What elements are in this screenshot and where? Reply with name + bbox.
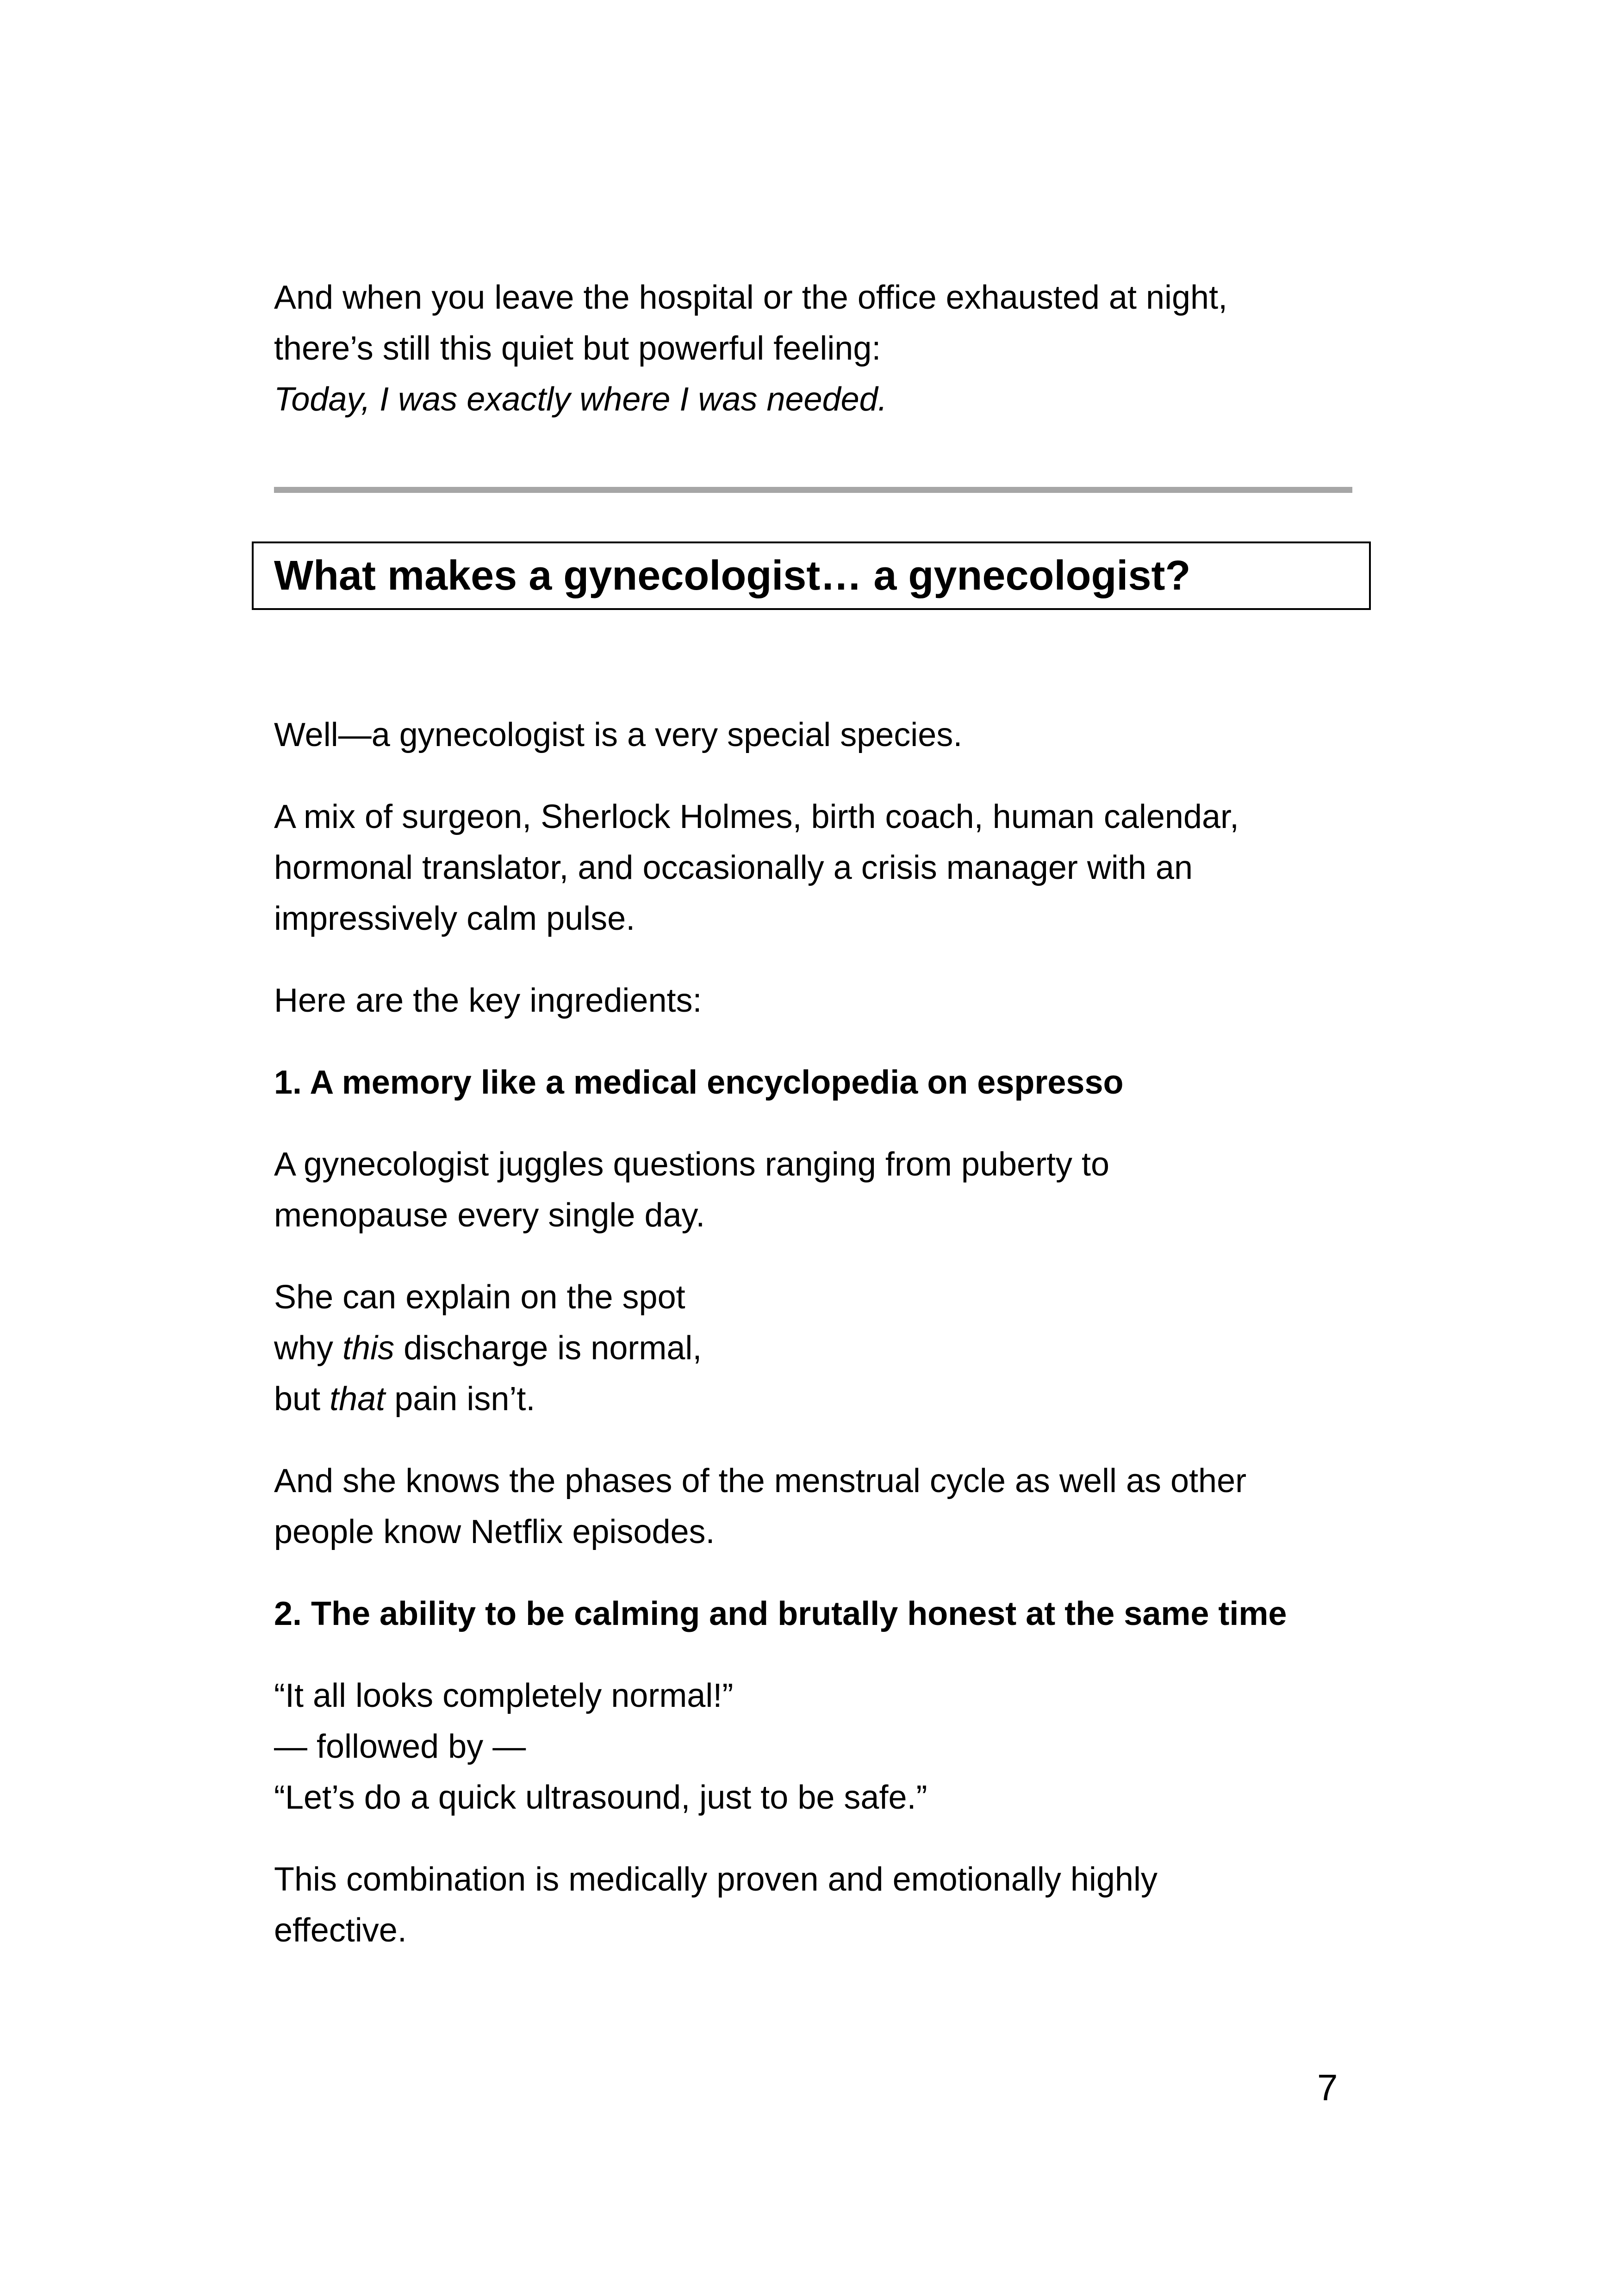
item-2-paragraph-1 [274, 1670, 1366, 1823]
item-2-title-text: 2. The ability to be calming and brutally honest at the same time [274, 1595, 1287, 1632]
item-1-p3-line-2: people know Netflix episodes. [274, 1513, 715, 1550]
body-p1-line: Well—a gynecologist is a very special species. [274, 716, 963, 753]
page-number: 7 [1317, 2067, 1338, 2108]
item-1-p2-line-2-pre: why [274, 1330, 343, 1367]
item-2-p1-line-3: “Let’s do a quick ultrasound, just to be safe.” [274, 1779, 927, 1816]
item-1-title-text: 1. A memory like a medical encyclopedia on espresso [274, 1064, 1124, 1101]
body-paragraph-3 [274, 975, 1366, 1026]
intro-line-2: there’s still this quiet but powerful feeling: [274, 330, 881, 367]
intro-line-1: And when you leave the hospital or the office exhausted at night, [274, 279, 1228, 316]
item-1-p2-line-2 [274, 1323, 1366, 1374]
item-1-p2-line-3-post: pain isn’t. [385, 1381, 535, 1418]
item-2-p1-line-2: — followed by — [274, 1728, 526, 1765]
item-2-p1-line-1: “It all looks completely normal!” [274, 1677, 734, 1714]
item-1-p2-line-2-emphasis: this [342, 1330, 395, 1367]
body-paragraph-2 [274, 791, 1366, 944]
intro-line-3: Today, I was exactly where I was needed. [274, 381, 887, 418]
item-1-p2-line-3-pre: but [274, 1381, 330, 1418]
item-1-p3-line-1: And she knows the phases of the menstrual cycle as well as other [274, 1462, 1247, 1500]
section-divider [274, 487, 1352, 493]
item-1-p1-line-2: menopause every single day. [274, 1197, 705, 1234]
item-1-p2-line-1: She can explain on the spot [274, 1279, 685, 1316]
item-2-title [274, 1588, 1366, 1639]
item-1-paragraph-2 [274, 1272, 1366, 1425]
item-1-paragraph-3 [274, 1456, 1366, 1557]
item-1-title [274, 1057, 1366, 1108]
item-1-p2-line-2-post: discharge is normal, [394, 1330, 702, 1367]
body-p2-line-1: A mix of surgeon, Sherlock Holmes, birth coach, human calendar, [274, 798, 1239, 835]
item-1-p2-line-3 [274, 1374, 1366, 1425]
section-heading-box [252, 541, 1371, 610]
section-heading: What makes a gynecologist… a gynecologist? [274, 553, 1191, 599]
intro-paragraph [274, 272, 1366, 425]
item-1-p1-line-1: A gynecologist juggles questions ranging from puberty to [274, 1146, 1110, 1183]
item-1-p2-line-3-emphasis: that [330, 1381, 386, 1418]
body-p2-line-3: impressively calm pulse. [274, 900, 635, 937]
body-p3-line: Here are the key ingredients: [274, 982, 702, 1019]
item-2-p2-line-1: This combination is medically proven and emotionally highly [274, 1861, 1157, 1898]
body-p2-line-2: hormonal translator, and occasionally a crisis manager with an [274, 849, 1193, 886]
body-paragraph-1 [274, 709, 1366, 760]
item-1-paragraph-1 [274, 1139, 1366, 1241]
item-2-paragraph-2 [274, 1854, 1366, 1956]
item-2-p2-line-2: effective. [274, 1912, 407, 1949]
